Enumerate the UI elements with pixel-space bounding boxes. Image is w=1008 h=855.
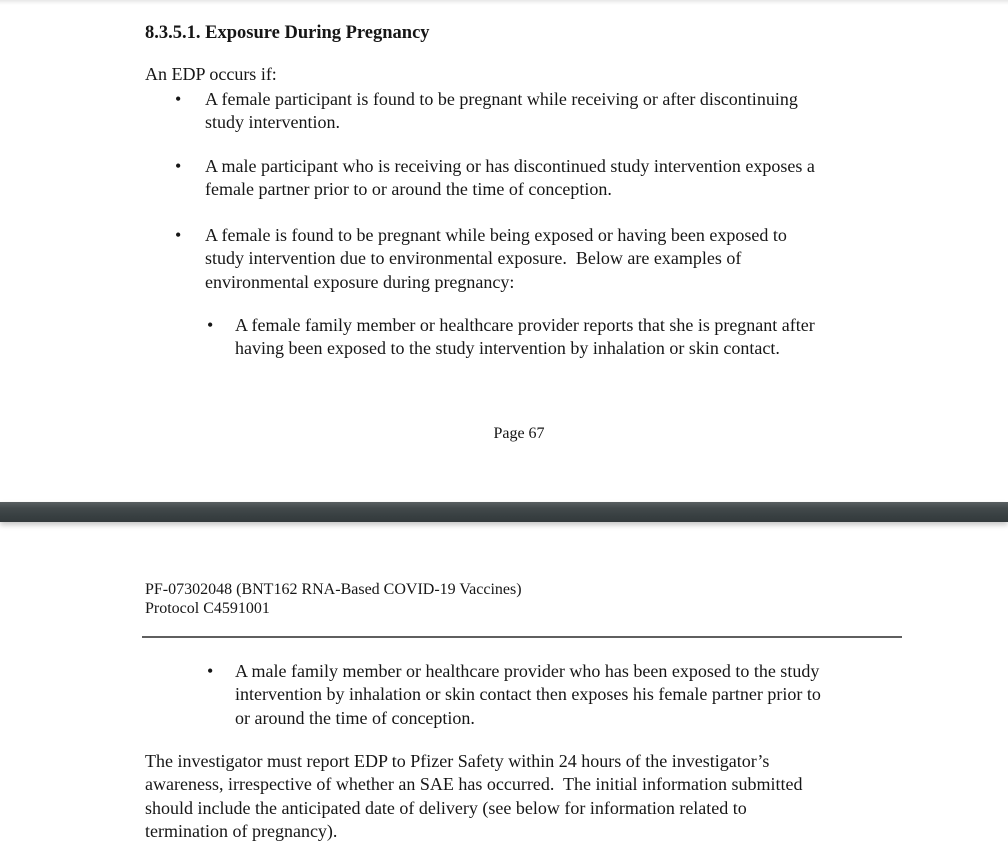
intro-text: An EDP occurs if: [145, 64, 277, 84]
bullet-item-environmental-exposure [145, 224, 893, 294]
bullet-icon: • [175, 156, 182, 176]
page-separator-bar [0, 502, 1008, 522]
bullet-icon: • [175, 225, 182, 245]
section-heading: 8.3.5.1. Exposure During Pregnancy [145, 23, 430, 44]
bullet-text: A male participant who is receiving or has discontinued study intervention exposes a female partner prior to or around the time of conception. [205, 156, 815, 200]
sub-bullet-item-female-family-member [145, 314, 893, 361]
page-number: Page 67 [493, 425, 545, 442]
bullet-text: A female is found to be pregnant while being exposed or having been exposed to study intervention due to environmental exposure. Below are examples of environmental exposure during pregnancy: [205, 225, 787, 292]
bullet-icon: • [207, 315, 214, 335]
bullet-icon: • [175, 89, 182, 109]
paragraph-text: The investigator must report EDP to Pfizer Safety within 24 hours of the investigator’s awareness, irrespective of whether an SAE has occurred. The initial information submitted should include the anticipated date of delivery (see below for information related to termination of pregnancy). [145, 751, 803, 841]
bullet-item-female-participant [145, 88, 893, 135]
document-header-text: PF-07302048 (BNT162 RNA-Based COVID-19 Vaccines) Protocol C4591001 [145, 581, 522, 617]
sub-bullet-item-male-family-member [145, 660, 893, 730]
document-header [145, 580, 893, 618]
bullet-text: A female family member or healthcare provider reports that she is pregnant after having been exposed to the study intervention by inhalation or skin contact. [235, 315, 815, 359]
bullet-icon: • [207, 661, 214, 681]
bullet-text: A female participant is found to be pregnant while receiving or after discontinuing study intervention. [205, 89, 798, 133]
investigator-report-paragraph [145, 750, 905, 843]
header-divider-line [142, 636, 902, 638]
bullet-item-male-participant [145, 155, 893, 202]
top-shadow-gradient [0, 0, 1008, 5]
bullet-text: A male family member or healthcare provider who has been exposed to the study intervention by inhalation or skin contact then exposes his female partner prior to or around the time of conception. [235, 661, 821, 728]
